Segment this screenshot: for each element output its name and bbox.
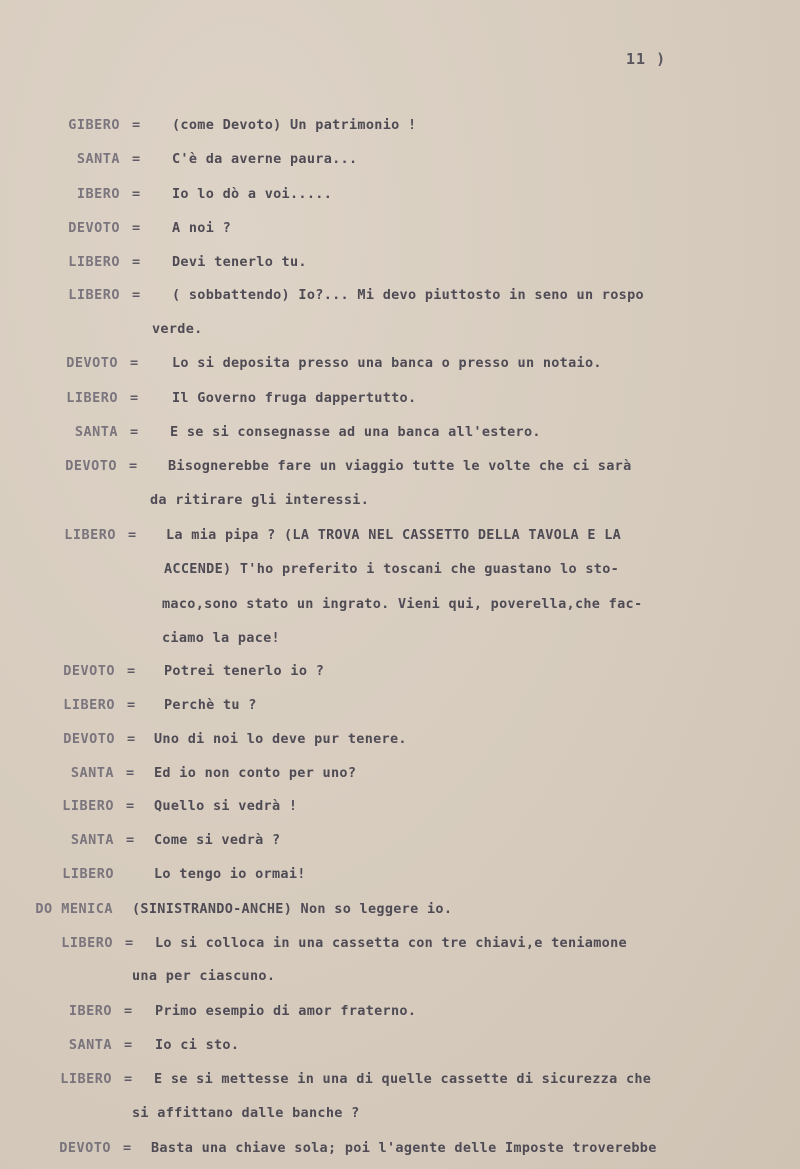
speaker-name: DEVOTO (59, 1140, 111, 1156)
dialogue-line (0, 697, 800, 725)
dialogue-text: Devi tenerlo tu. (172, 254, 307, 270)
dialogue-text: Potrei tenerlo io ? (164, 663, 325, 679)
dialogue-text: Io lo dò a voi..... (172, 186, 333, 202)
dialogue-line (0, 527, 800, 555)
speaker-separator: = (130, 355, 139, 371)
speaker-name: DEVOTO (63, 663, 115, 679)
speaker-separator: = (129, 458, 138, 474)
speaker-separator: = (124, 1003, 133, 1019)
dialogue-text: Bisognerebbe fare un viaggio tutte le volte che ci sarà (168, 458, 632, 474)
speaker-name: IBERO (76, 186, 120, 202)
speaker-name: SANTA (70, 765, 114, 781)
speaker-name: LIBERO (68, 287, 120, 303)
continuation-line (0, 1105, 800, 1133)
speaker-name: LIBERO (64, 527, 116, 543)
speaker-name: SANTA (76, 151, 120, 167)
dialogue-line (0, 1071, 800, 1099)
speaker-name: LIBERO (62, 866, 114, 882)
dialogue-text: si affittano dalle banche ? (132, 1105, 360, 1121)
speaker-separator: = (132, 287, 141, 303)
speaker-separator: = (127, 697, 136, 713)
dialogue-text: maco,sono stato un ingrato. Vieni qui, poverella,che fac- (162, 596, 643, 612)
dialogue-line (0, 866, 800, 894)
dialogue-text: Lo si colloca in una cassetta con tre chiavi,e teniamone (155, 935, 627, 951)
dialogue-line (0, 1003, 800, 1031)
dialogue-text: da ritirare gli interessi. (150, 492, 370, 508)
dialogue-text: (SINISTRANDO-ANCHE) Non so leggere io. (132, 901, 453, 917)
dialogue-line (0, 663, 800, 691)
speaker-name: LIBERO (62, 798, 114, 814)
speaker-separator: = (127, 663, 136, 679)
dialogue-text: Basta una chiave sola; poi l'agente delle Imposte troverebbe (151, 1140, 657, 1156)
dialogue-line (0, 186, 800, 214)
dialogue-text: Come si vedrà ? (154, 832, 281, 848)
speaker-name: LIBERO (60, 1071, 112, 1087)
speaker-name: SANTA (70, 832, 114, 848)
speaker-name: DEVOTO (63, 731, 115, 747)
dialogue-text: A noi ? (172, 220, 231, 236)
continuation-line (0, 321, 800, 349)
speaker-separator: = (126, 765, 135, 781)
speaker-separator: = (128, 527, 137, 543)
dialogue-line (0, 1140, 800, 1168)
speaker-separator: = (130, 424, 139, 440)
dialogue-text: Primo esempio di amor fraterno. (155, 1003, 417, 1019)
speaker-separator: = (124, 1037, 133, 1053)
speaker-separator: = (123, 1140, 132, 1156)
dialogue-text: Quello si vedrà ! (154, 798, 298, 814)
speaker-name: SANTA (74, 424, 118, 440)
dialogue-text: ( sobbattendo) Io?... Mi devo piuttosto in seno un rospo (172, 287, 644, 303)
dialogue-text: E se si consegnasse ad una banca all'estero. (170, 424, 541, 440)
dialogue-text: verde. (152, 321, 203, 337)
dialogue-line (0, 765, 800, 793)
speaker-name: SANTA (68, 1037, 112, 1053)
dialogue-text: Lo si deposita presso una banca o presso un notaio. (172, 355, 602, 371)
speaker-name: LIBERO (68, 254, 120, 270)
dialogue-line (0, 220, 800, 248)
speaker-name: LIBERO (63, 697, 115, 713)
dialogue-line (0, 1037, 800, 1065)
dialogue-text: Ed io non conto per uno? (154, 765, 357, 781)
dialogue-text: E se si mettesse in una di quelle cassette di sicurezza che (154, 1071, 652, 1087)
dialogue-text: Perchè tu ? (164, 697, 257, 713)
dialogue-line (0, 254, 800, 282)
speaker-separator: = (132, 220, 141, 236)
speaker-name: GIBERO (68, 117, 120, 133)
continuation-line (0, 561, 800, 589)
speaker-separator: = (132, 117, 141, 133)
speaker-separator: = (126, 798, 135, 814)
dialogue-text: Lo tengo io ormai! (154, 866, 306, 882)
dialogue-line (0, 424, 800, 452)
dialogue-line (0, 287, 800, 315)
speaker-name: DO MENICA (35, 901, 113, 917)
speaker-separator: = (127, 731, 136, 747)
continuation-line (0, 596, 800, 624)
speaker-name: IBERO (68, 1003, 112, 1019)
speaker-separator: = (132, 254, 141, 270)
dialogue-line (0, 731, 800, 759)
dialogue-text: C'è da averne paura... (172, 151, 358, 167)
dialogue-line (0, 798, 800, 826)
speaker-separator: = (132, 151, 141, 167)
dialogue-line (0, 901, 800, 929)
dialogue-line (0, 117, 800, 145)
page-number: 11 ) (626, 50, 667, 68)
dialogue-text: Uno di noi lo deve pur tenere. (154, 731, 407, 747)
speaker-separator: = (124, 1071, 133, 1087)
speaker-name: DEVOTO (65, 458, 117, 474)
dialogue-text: ACCENDE) T'ho preferito i toscani che guastano lo sto- (164, 561, 620, 577)
speaker-name: LIBERO (61, 935, 113, 951)
dialogue-line (0, 390, 800, 418)
continuation-line (0, 492, 800, 520)
dialogue-line (0, 935, 800, 963)
dialogue-line (0, 458, 800, 486)
continuation-line (0, 968, 800, 996)
speaker-name: DEVOTO (66, 355, 118, 371)
dialogue-text: La mia pipa ? (LA TROVA NEL CASSETTO DELLA TAVOLA E LA (166, 527, 622, 543)
dialogue-line (0, 151, 800, 179)
dialogue-line (0, 355, 800, 383)
dialogue-text: una per ciascuno. (132, 968, 276, 984)
dialogue-text: (come Devoto) Un patrimonio ! (172, 117, 417, 133)
speaker-name: DEVOTO (68, 220, 120, 236)
speaker-separator: = (126, 832, 135, 848)
dialogue-text: ciamo la pace! (162, 630, 280, 646)
speaker-separator: = (132, 186, 141, 202)
speaker-separator: = (130, 390, 139, 406)
dialogue-text: Il Governo fruga dappertutto. (172, 390, 417, 406)
speaker-name: LIBERO (66, 390, 118, 406)
dialogue-line (0, 832, 800, 860)
continuation-line (0, 630, 800, 658)
dialogue-text: Io ci sto. (155, 1037, 240, 1053)
speaker-separator: = (125, 935, 134, 951)
